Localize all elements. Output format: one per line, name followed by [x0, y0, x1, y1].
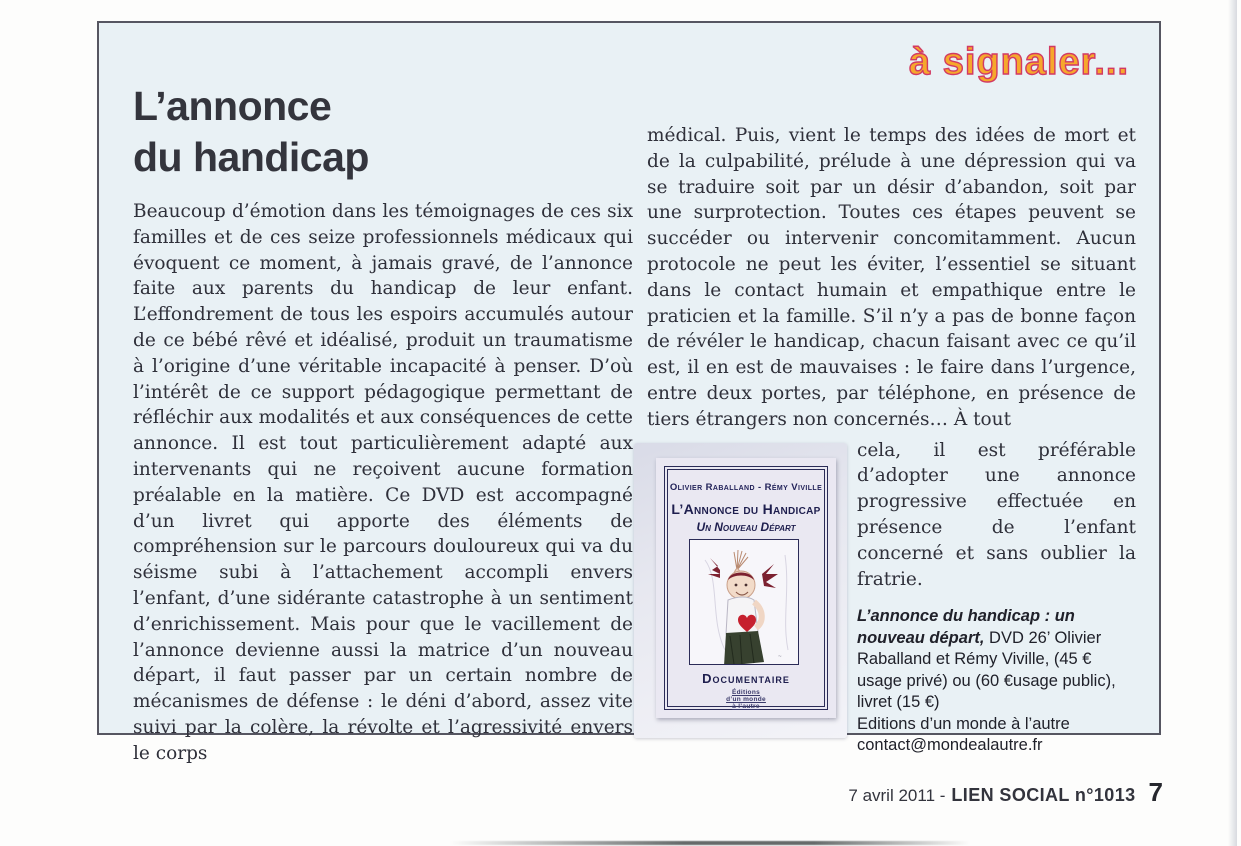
caption-title: L’annonce du handicap : un nouveau départ,: [857, 607, 1075, 647]
media-side-text: [857, 438, 1136, 757]
article-title-line2: du handicap: [133, 134, 369, 180]
cover-subtitle: Un Nouveau Départ: [696, 519, 796, 534]
footer-page-number: 7: [1148, 777, 1163, 807]
caption-details: DVD 26’ Olivier Raballand et Rémy Viville, (45 € usage privé) ou (60 €usage public), livret (15 €): [857, 628, 1116, 712]
footer-publication: LIEN SOCIAL n°1013: [951, 785, 1136, 805]
caption-email: contact@mondealautre.fr: [857, 736, 1043, 755]
cover-publisher-line2: d’un monde: [726, 695, 766, 703]
cover-title: L’Annonce du Handicap: [671, 500, 821, 517]
right-column-text-wrap: cela, il est préférable d’adopter une annonce progressive effectuée en présence de l’enfant concerné et sans oublier la fratrie.: [857, 439, 1136, 590]
media-row: [647, 438, 1136, 757]
section-header: à signaler...: [909, 41, 1129, 83]
footer-date: 7 avril 2011 -: [848, 786, 946, 805]
cover-publisher-line3: à l’autre: [732, 702, 760, 710]
article-box: [97, 21, 1161, 764]
page-footer: [848, 777, 1163, 808]
right-column: [647, 123, 1136, 757]
dvd-caption: [857, 606, 1136, 757]
cover-authors: Olivier Raballand - Rémy Viville: [669, 481, 823, 493]
svg-text:~: ~: [778, 653, 782, 660]
article-title: [133, 81, 369, 183]
cover-genre: Documentaire: [702, 670, 790, 686]
scan-artifact-right-edge: [1228, 0, 1237, 846]
article-title-line1: L’annonce: [133, 83, 332, 129]
cover-illustration-frame: [689, 539, 799, 665]
dvd-cover-photo: [634, 443, 847, 738]
scan-artifact-bottom: [450, 841, 970, 845]
dvd-cover: [656, 458, 836, 718]
left-column-text: Beaucoup d’émotion dans les témoignages de ces six familles et de ces seize professionnels médicaux qui évoquent ce moment, à jamais gravé, de l’annonce faite aux parents du handicap de leur enfant. L’effondrement de tous les espoirs accumulés autour de ce bébé rêvé et idéalisé, produit un traumatisme à l’origine d’une véritable incapacité à penser. D’où l’intérêt de ce support pédagogique permettant de réfléchir aux modalités et aux conséquences de cette annonce. Il est tout particulièrement adapté aux intervenants qui ne reçoivent aucune formation préalable en la matière. Ce DVD est accompagné d’un livret qui apporte des éléments de compréhension sur le parcours douloureux qui va du séisme subi à l’attachement accompli envers l’enfant, d’une sidérante catastrophe à un sentiment d’enrichissement. Mais pour que le vacillement de l’annonce devienne aussi la matrice d’un nouveau départ, il faut passer par un certain nombre de mécanismes de défense : le déni d’abord, assez vite suivi par la colère, la révolte et l’agressivité envers le corps: [133, 201, 633, 764]
cover-publisher-logo: [656, 689, 836, 710]
right-column-text-top: médical. Puis, vient le temps des idées de mort et de la culpabilité, prélude à une dépression qui va se traduire soit par un désir d’abandon, soit par une surprotection. Toutes ces étapes peuvent se succéder ou intervenir concomitamment. Aucun protocole ne peut les éviter, l’essentiel se situant dans le contact humain et empathique entre le praticien et la famille. S’il n’y a pas de bonne façon de révéler le handicap, chacun faisant avec ce qu’il est, il en est de mauvaises : le faire dans l’urgence, entre deux portes, par téléphone, en présence de tiers étrangers non concernés… À tout: [647, 125, 1136, 430]
cover-publisher-line1: Éditions: [731, 688, 761, 696]
girl-illustration: [690, 540, 799, 665]
caption-publisher: Editions d’un monde à l’autre: [857, 714, 1070, 733]
